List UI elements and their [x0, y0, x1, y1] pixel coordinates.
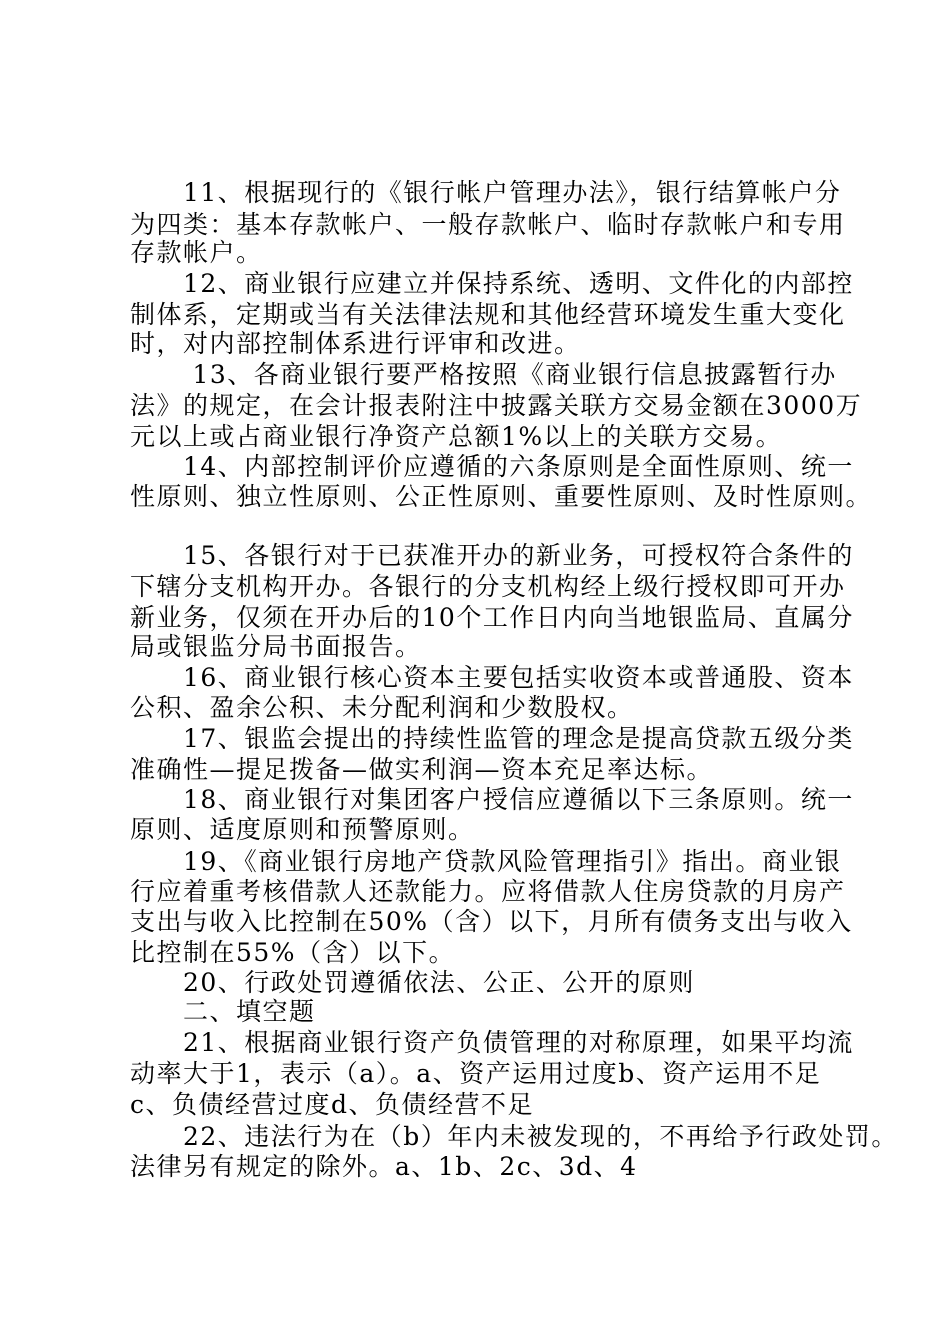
text-line: 14、内部控制评价应遵循的六条原则是全面性原则、统一 — [130, 452, 854, 481]
text-line: 存款帐户。 — [130, 238, 263, 267]
text-line: 13、各商业银行要严格按照《商业银行信息披露暂行办 — [130, 360, 837, 389]
text-line: 准确性—提足拨备—做实利润—资本充足率达标。 — [130, 755, 714, 784]
text-line: 新业务，仅须在开办后的10个工作日内向当地银监局、直属分 — [130, 603, 854, 632]
text-line: 18、商业银行对集团客户授信应遵循以下三条原则。统一 — [130, 785, 854, 814]
text-line: 局或银监分局书面报告。 — [130, 632, 422, 661]
text-line: 时，对内部控制体系进行评审和改进。 — [130, 329, 581, 358]
text-line: 15、各银行对于已获准开办的新业务，可授权符合条件的 — [130, 541, 854, 570]
text-line: c、负债经营过度d、负债经营不足 — [130, 1090, 535, 1119]
text-line: 性原则、独立性原则、公正性原则、重要性原则、及时性原则。 — [130, 482, 873, 511]
text-line: 原则、适度原则和预警原则。 — [130, 815, 475, 844]
text-line: 法律另有规定的除外。a、1b、2c、3d、4 — [130, 1152, 638, 1181]
text-line: 21、根据商业银行资产负债管理的对称原理，如果平均流 — [130, 1028, 854, 1057]
text-line: 制体系，定期或当有关法律法规和其他经营环境发生重大变化 — [130, 300, 846, 329]
text-line: 支出与收入比控制在50%（含）以下，月所有债务支出与收入 — [130, 907, 853, 936]
text-line: 下辖分支机构开办。各银行的分支机构经上级行授权即可开办 — [130, 572, 846, 601]
text-line: 行应着重考核借款人还款能力。应将借款人住房贷款的月房产 — [130, 877, 846, 906]
text-line: 22、违法行为在（b）年内未被发现的，不再给予行政处罚。 — [130, 1122, 898, 1151]
text-line: 12、商业银行应建立并保持系统、透明、文件化的内部控 — [130, 269, 854, 298]
text-line: 动率大于1，表示（a）。a、资产运用过度b、资产运用不足 — [130, 1059, 822, 1088]
text-line: 公积、盈余公积、未分配利润和少数股权。 — [130, 693, 634, 722]
text-line: 元以上或占商业银行净资产总额1%以上的关联方交易。 — [130, 422, 783, 451]
text-line: 19、《商业银行房地产贷款风险管理指引》指出。商业银 — [130, 847, 842, 876]
text-line: 11、根据现行的《银行帐户管理办法》，银行结算帐户分 — [130, 178, 842, 207]
section-heading: 二、填空题 — [130, 997, 316, 1026]
text-line: 16、商业银行核心资本主要包括实收资本或普通股、资本 — [130, 663, 854, 692]
text-line: 17、银监会提出的持续性监管的理念是提高贷款五级分类 — [130, 724, 854, 753]
text-line: 20、行政处罚遵循依法、公正、公开的原则 — [130, 968, 695, 997]
text-line: 为四类：基本存款帐户、一般存款帐户、临时存款帐户和专用 — [130, 210, 846, 239]
text-line: 法》的规定，在会计报表附注中披露关联方交易金额在3000万 — [130, 391, 863, 420]
text-line: 比控制在55%（含）以下。 — [130, 938, 456, 967]
